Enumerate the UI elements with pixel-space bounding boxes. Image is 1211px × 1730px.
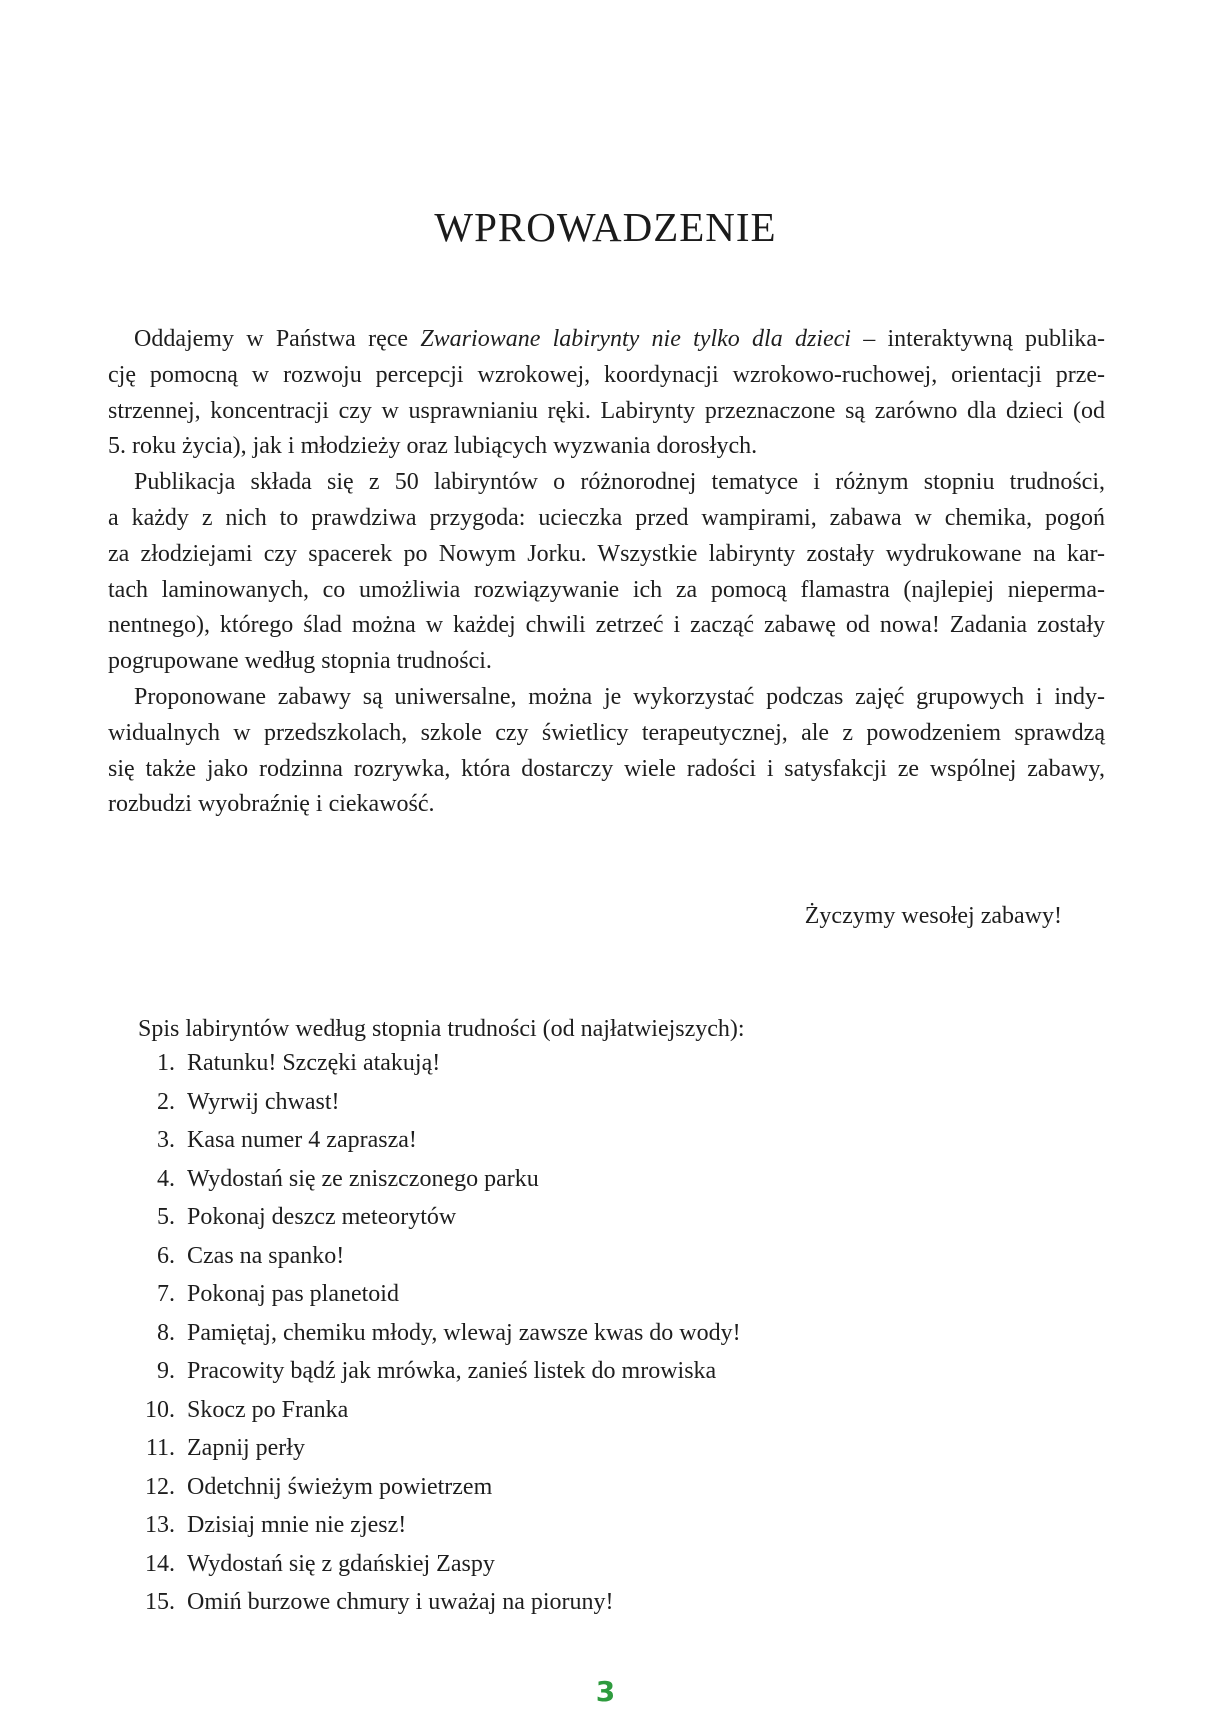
list-item [108, 1083, 1108, 1122]
list-item [108, 1545, 1108, 1584]
text-segment: cję pomocną w rozwoju percepcji wzrokowej, koordynacji wzrokowo-ruchowej, orientacji prze- [108, 361, 1105, 388]
list-item [108, 1391, 1108, 1430]
text-segment: pogrupowane według stopnia trudności. [108, 648, 492, 675]
list-item-number: 14. [145, 1550, 175, 1577]
list-item-number: 2. [157, 1088, 175, 1115]
text-line [108, 716, 1105, 752]
list-item-number: 9. [157, 1358, 175, 1384]
list-item [108, 1198, 1108, 1237]
list-item-label: Zapnij perły [187, 1435, 305, 1461]
maze-list [108, 1044, 1108, 1622]
text-line [108, 394, 1105, 430]
text-line [108, 501, 1105, 537]
intro-paragraphs [108, 322, 1105, 823]
list-item-label: Omiń burzowe chmury i uważaj na pioruny! [187, 1589, 614, 1615]
list-item-number: 5. [157, 1204, 175, 1230]
list-item [108, 1352, 1108, 1391]
text-line [108, 465, 1105, 501]
list-item-number: 15. [145, 1589, 175, 1615]
list-item [108, 1314, 1108, 1353]
intro-paragraph [108, 465, 1105, 680]
list-item-number: 4. [157, 1165, 175, 1192]
text-segment: – interaktywną publika- [850, 326, 1106, 352]
list-item-label: Wyrwij chwast! [187, 1088, 340, 1115]
list-item [108, 1506, 1108, 1545]
text-line [108, 573, 1105, 609]
list-item-label: Wydostań się z gdańskiej Zaspy [187, 1550, 495, 1577]
list-intro: Spis labiryntów według stopnia trudności (od najłatwiejszych): [138, 1016, 745, 1042]
list-item-label: Wydostań się ze zniszczonego parku [187, 1165, 539, 1192]
list-item-number: 12. [145, 1473, 175, 1500]
list-item-number: 6. [157, 1242, 175, 1269]
text-segment: za złodziejami czy spacerek po Nowym Jorku. Wszystkie labirynty zostały wydrukowane na kar- [108, 540, 1105, 567]
list-item-label: Pracowity bądź jak mrówka, zanieś listek do mrowiska [187, 1358, 717, 1384]
signoff-text: Życzymy wesołej zabawy! [804, 903, 1062, 929]
list-item-number: 1. [157, 1050, 175, 1076]
page-number: 3 [595, 1675, 616, 1708]
text-segment: widualnych w przedszkolach, szkole czy świetlicy terapeutycznej, ale z powodzeniem sprawdzą [108, 719, 1105, 746]
text-line [108, 644, 1105, 680]
list-item [108, 1044, 1108, 1083]
list-item [108, 1583, 1108, 1622]
text-segment: a każdy z nich to prawdziwa przygoda: ucieczka przed wampirami, zabawa w chemika, pogoń [108, 504, 1105, 531]
page-title: WPROWADZENIE [434, 204, 777, 250]
list-item-label: Pamiętaj, chemiku młody, wlewaj zawsze kwas do wody! [187, 1319, 741, 1346]
list-item [108, 1275, 1108, 1314]
list-item-label: Odetchnij świeżym powietrzem [187, 1473, 493, 1500]
book-title-italic: Zwariowane labirynty nie tylko dla dzieci [420, 326, 851, 352]
intro-paragraph [108, 322, 1105, 465]
text-line [108, 429, 1105, 465]
list-item-number: 11. [145, 1435, 175, 1461]
text-segment: się także jako rodzinna rozrywka, która dostarczy wiele radości i satysfakcji ze wspólnej zabawy, [108, 755, 1105, 782]
list-item-label: Czas na spanko! [187, 1242, 345, 1269]
text-line [108, 322, 1105, 358]
text-line [108, 608, 1105, 644]
list-item-number: 13. [145, 1512, 175, 1538]
list-item-number: 10. [145, 1396, 175, 1423]
text-line [108, 680, 1105, 716]
text-segment: 5. roku życia), jak i młodzieży oraz lubiących wyzwania dorosłych. [108, 433, 758, 460]
list-item [108, 1429, 1108, 1468]
text-line [108, 358, 1105, 394]
text-segment: Oddajemy w Państwa ręce [134, 326, 421, 352]
list-item [108, 1121, 1108, 1160]
list-item [108, 1237, 1108, 1276]
list-item-label: Dzisiaj mnie nie zjesz! [187, 1512, 407, 1538]
text-segment: strzennej, koncentracji czy w usprawnianiu ręki. Labirynty przeznaczone są zarówno dla dzieci (od [108, 397, 1105, 424]
intro-paragraph [108, 680, 1105, 823]
list-item-number: 8. [157, 1319, 175, 1346]
list-item-label: Kasa numer 4 zaprasza! [187, 1127, 417, 1153]
text-segment: rozbudzi wyobraźnię i ciekawość. [108, 791, 435, 818]
list-item [108, 1468, 1108, 1507]
text-segment: Proponowane zabawy są uniwersalne, można je wykorzystać podczas zajęć grupowych i indy- [134, 683, 1105, 710]
text-segment: tach laminowanych, co umożliwia rozwiązywanie ich za pomocą flamastra (najlepiej nieperma- [108, 576, 1105, 603]
text-line [108, 752, 1105, 788]
list-item-label: Pokonaj pas planetoid [187, 1281, 399, 1307]
list-item-number: 3. [157, 1127, 175, 1153]
list-item [108, 1160, 1108, 1199]
text-segment: Publikacja składa się z 50 labiryntów o różnorodnej tematyce i różnym stopniu trudności, [134, 469, 1105, 496]
list-item-label: Skocz po Franka [187, 1396, 349, 1423]
text-line [108, 537, 1105, 573]
text-segment: nentnego), którego ślad można w każdej chwili zetrzeć i zacząć zabawę od nowa! Zadania zostały [108, 612, 1105, 639]
list-item-label: Pokonaj deszcz meteorytów [187, 1204, 457, 1230]
text-line [108, 787, 1105, 823]
list-item-label: Ratunku! Szczęki atakują! [187, 1050, 441, 1076]
list-item-number: 7. [157, 1281, 175, 1307]
